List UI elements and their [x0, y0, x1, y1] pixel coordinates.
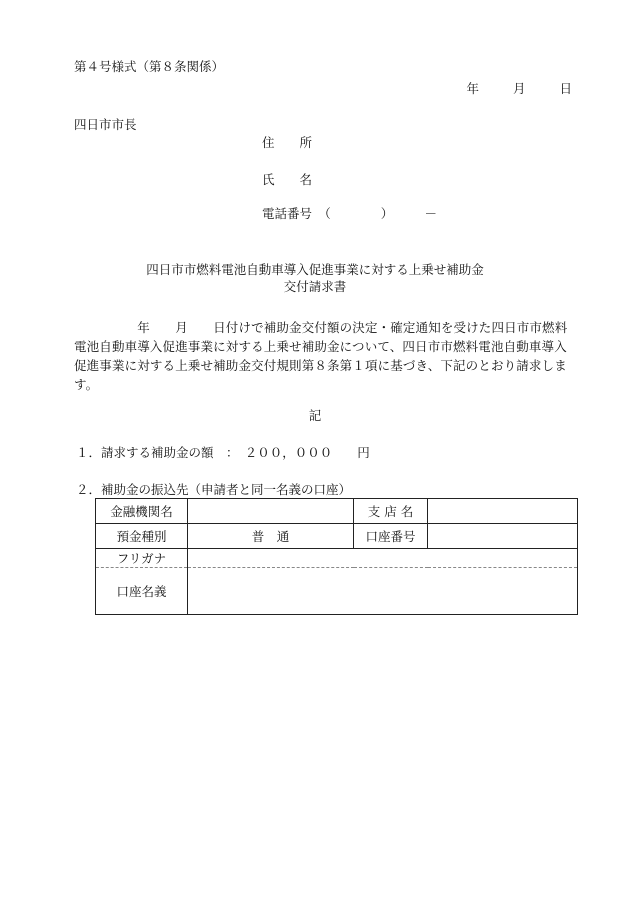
bank-account-table: [95, 498, 578, 615]
furigana-value: [188, 549, 578, 568]
institution-label: 金融機関名: [96, 499, 188, 524]
form-number: 第４号様式（第８条関係）: [74, 59, 225, 74]
table-row: [96, 524, 578, 549]
addressee: 四日市市長: [74, 117, 137, 132]
deposit-type-label: 預金種別: [96, 524, 188, 549]
date-day: 日: [559, 81, 572, 96]
item-bank-account: ２．補助金の振込先（申請者と同一名義の口座）: [76, 482, 352, 497]
branch-value: [428, 499, 578, 524]
table-row: [96, 499, 578, 524]
body-paragraph: 年 月 日付けで補助金交付額の決定・確定通知を受けた四日市市燃料電池自動車導入促進事業に対する上乗せ補助金について、四日市市燃料電池自動車導入促進事業に対する上乗せ補助金交付規則第８条第１項に基づき、下記のとおり請求します。: [74, 320, 568, 392]
ki-heading: 記: [308, 408, 322, 423]
document-subtitle: 交付請求書: [283, 279, 347, 294]
applicant-name-label: 氏 名: [262, 172, 313, 187]
account-holder-label: 口座名義: [96, 568, 188, 615]
date-year: 年: [466, 81, 479, 96]
furigana-label: フリガナ: [96, 549, 188, 568]
applicant-phone-label: 電話番号 （ ） －: [262, 206, 438, 221]
table-row: [96, 568, 578, 615]
item-amount: １．請求する補助金の額 ： ２００，０００ 円: [76, 445, 370, 460]
account-number-value: [428, 524, 578, 549]
branch-label: 支 店 名: [354, 499, 428, 524]
date-month: 月: [512, 81, 526, 96]
institution-value: [188, 499, 354, 524]
deposit-type-value: 普 通: [188, 524, 354, 549]
account-number-label: 口座番号: [354, 524, 428, 549]
account-holder-value: [188, 568, 578, 615]
table-row: [96, 549, 578, 568]
date-line: [444, 79, 572, 97]
applicant-address-label: 住 所: [262, 135, 313, 150]
document-title: 四日市市燃料電池自動車導入促進事業に対する上乗せ補助金: [146, 262, 484, 277]
